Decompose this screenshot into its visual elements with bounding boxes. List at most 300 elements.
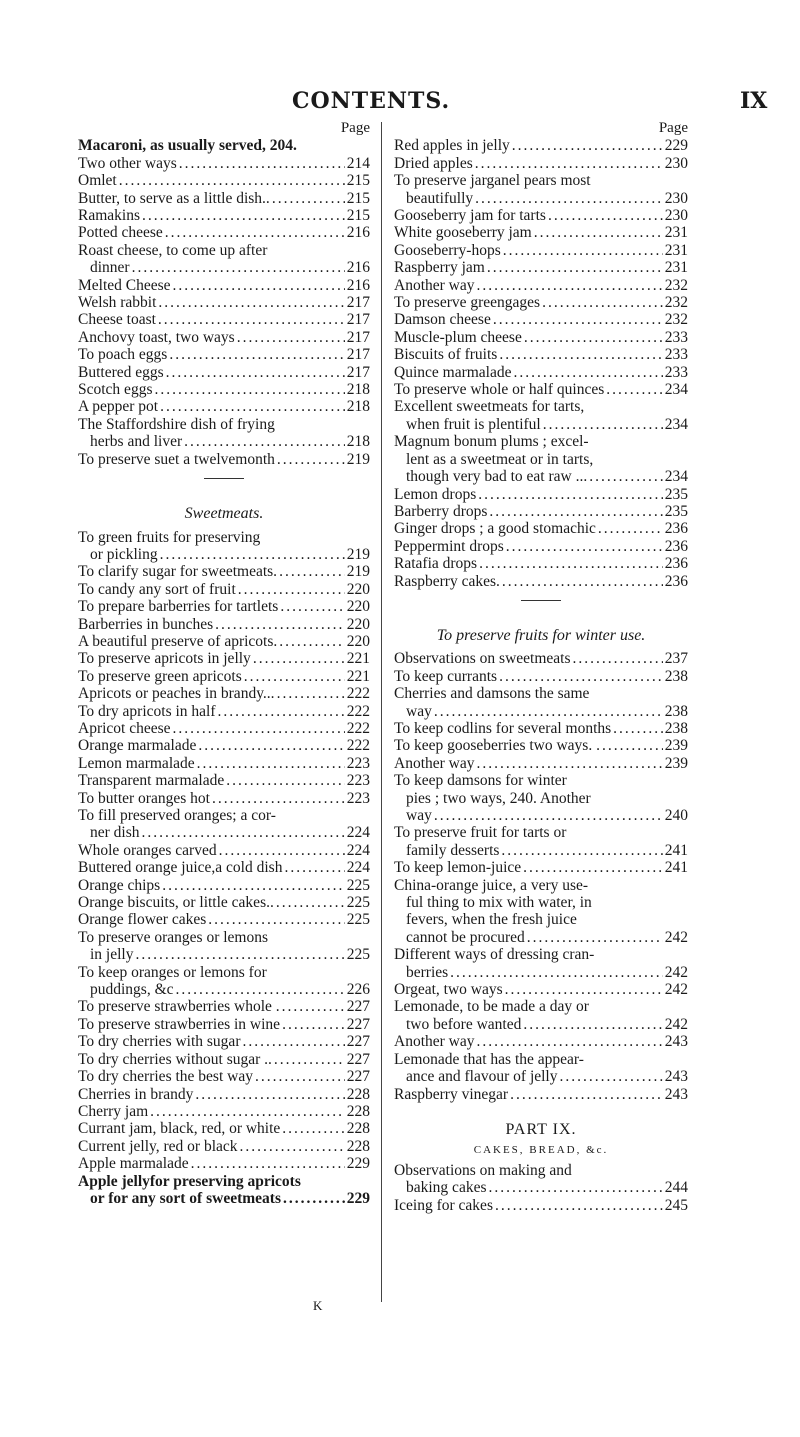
toc-page-number: 219 [346,563,370,581]
toc-entry [394,538,688,555]
toc-page-number: 217 [346,346,370,364]
toc-entry-text: in jelly [90,946,134,964]
toc-entry-line [394,294,688,311]
toc-entry-line [78,311,370,328]
leader-dots [479,555,663,572]
toc-entry [78,1173,370,1208]
toc-page-number: 216 [346,224,370,242]
toc-entry [78,1068,370,1085]
toc-entry-line [78,546,370,563]
toc-page-number: 218 [346,381,370,399]
leader-dots [513,364,662,381]
toc-entry-line [78,842,370,859]
toc-entry-text: or pickling [90,545,158,563]
leader-dots [166,364,345,381]
toc-entry-line [394,520,688,537]
leader-dots [244,668,345,685]
leader-dots [279,633,344,650]
toc-entry-text: To preserve green apricots [78,667,242,685]
toc-entry-line [394,685,688,702]
toc-entry [78,842,370,859]
toc-entry [394,668,688,685]
toc-page-number: 237 [664,650,688,668]
leader-dots [523,859,663,876]
leader-dots [219,842,345,859]
toc-page-number: 239 [664,737,688,755]
toc-entry [78,964,370,999]
toc-entry-text: To keep oranges or lemons for [78,963,267,981]
toc-entry-line [394,329,688,346]
toc-entry-line [394,573,688,590]
toc-entry-text: Damson cheese [394,311,491,329]
toc-entry-line [394,1033,688,1050]
toc-entry [394,381,688,398]
leader-dots [589,468,663,485]
toc-entry-line [394,755,688,772]
toc-entry-text: Biscuits of fruits [394,346,498,364]
toc-entry-text: Roast cheese, to come up after [78,241,268,259]
leader-dots [524,329,663,346]
toc-entry-line [78,581,370,598]
toc-entry-text: Observations on sweetmeats [394,650,571,668]
toc-entry-line [394,416,688,433]
signature-mark: K [313,1298,323,1313]
toc-page-number: 220 [346,615,370,633]
toc-entry-line [78,1103,370,1120]
toc-entry-text: Two other ways [78,154,177,172]
toc-entry-line [78,703,370,720]
toc-page-number: 222 [346,685,370,703]
leader-dots [280,598,344,615]
toc-entry [394,137,688,154]
toc-entry [78,1155,370,1172]
toc-entry-line [78,981,370,998]
toc-entry-line [78,1016,370,1033]
toc-entry-line [78,946,370,963]
toc-entry-text: Ratafia drops [394,555,478,573]
leader-dots [176,981,345,998]
toc-entry-line [78,1155,370,1172]
toc-entry-line [78,1068,370,1085]
toc-entry [394,172,688,207]
toc-entry-line [394,668,688,685]
toc-page-number: 245 [664,1196,688,1214]
toc-entry-text: Red apples in jelly [394,137,510,155]
toc-entry-line [78,1173,370,1190]
toc-entry-line [394,998,688,1015]
toc-entry-line [78,451,370,468]
toc-entry-line [78,294,370,311]
toc-page-number: 229 [346,1155,370,1173]
toc-entry-line [78,998,370,1015]
toc-entry [78,1051,370,1068]
toc-entry-line [78,416,370,433]
toc-entry-text: Dried apples [394,154,473,172]
page-header [0,88,800,116]
entries-list [394,650,688,1103]
toc-entry [78,894,370,911]
toc-entry-line [394,155,688,172]
leader-dots [208,911,345,928]
toc-entry-text: Another way [394,276,475,294]
toc-entry-line [394,981,688,998]
toc-entry-text: To fill preserved oranges; a cor- [78,807,276,825]
leader-dots [218,703,345,720]
toc-entry-line [78,964,370,981]
toc-entry-line [394,929,688,946]
toc-entry-line [394,468,688,485]
toc-page-number: 218 [346,433,370,451]
part-title: PART IX. [505,1120,577,1138]
toc-entry [394,1086,688,1103]
left-column [78,120,370,1207]
toc-entry-line [78,242,370,259]
toc-entry-line [394,433,688,450]
toc-entry-line [394,137,688,154]
toc-entry [394,1162,688,1197]
toc-entry-text: To keep damsons for winter [394,772,567,790]
toc-entry-text: way [406,807,432,825]
toc-page-number: 215 [346,189,370,207]
toc-entry-line [78,859,370,876]
toc-entry-line [394,311,688,328]
toc-entry-text: Magnum bonum plums ; excel- [394,433,589,451]
toc-entry-line [394,703,688,720]
toc-entry [394,520,688,537]
toc-page-number: 229 [664,137,688,155]
toc-entry-text: Butter, to serve as a little dish.. [78,189,270,207]
toc-page-number: 228 [346,1102,370,1120]
part-subtitle: CAKES, BREAD, &c. [473,1144,609,1157]
toc-page-number: 243 [664,1033,688,1051]
toc-page-number: 227 [346,1033,370,1051]
toc-entry-text: Orange marmalade [78,737,197,755]
toc-entry-line [78,633,370,650]
toc-entry-text: ful thing to mix with water, in [406,894,592,912]
section-title: To preserve fruits for winter use. [436,626,646,644]
toc-entry [78,1120,370,1137]
toc-entry-line [394,172,688,189]
toc-entry-line [394,842,688,859]
toc-entry [394,859,688,876]
section-rule [521,600,561,601]
toc-entry-line [78,877,370,894]
toc-entry [78,1033,370,1050]
toc-page-number: 238 [664,702,688,720]
toc-entry [78,381,370,398]
toc-entry-text: Orange biscuits, or little cakes.. [78,894,274,912]
leader-dots [173,277,345,294]
toc-entry [394,946,688,981]
toc-page-number: 221 [346,650,370,668]
leader-dots [477,277,663,294]
toc-page-number: 228 [346,1137,370,1155]
toc-page-number: 244 [664,1179,688,1197]
toc-entry-text: Omlet [78,172,117,190]
toc-entry-line [78,259,370,276]
toc-entry-text: though very bad to eat raw ... [406,468,588,486]
section-title: Sweetmeats. [184,505,264,523]
toc-page-number: 222 [346,737,370,755]
toc-entry-line [394,486,688,503]
toc-page-number: 236 [664,572,688,590]
leader-dots [272,190,345,207]
leader-dots [477,755,663,772]
toc-entry [78,277,370,294]
toc-entry [394,155,688,172]
leader-dots [237,329,345,346]
toc-page-number: 230 [664,207,688,225]
toc-page-number: 217 [346,363,370,381]
toc-page-number: 230 [664,154,688,172]
leader-dots [434,807,663,824]
toc-entry [394,364,688,381]
toc-entry [78,1138,370,1155]
toc-entry-text: Lemonade, to be made a day or [394,998,589,1016]
toc-page-number: 225 [346,911,370,929]
leader-dots [253,650,345,667]
toc-entry [394,1051,688,1086]
toc-entry-text: Another way [394,754,475,772]
toc-entry-text: Anchovy toast, two ways [78,328,235,346]
leader-dots [499,668,663,685]
toc-entry-text: To keep codlins for several months [394,719,612,737]
toc-entry [78,529,370,564]
toc-entry [394,242,688,259]
toc-entry-text: Cherries in brandy [78,1085,194,1103]
toc-entry-text: Lemonade that has the appear- [394,1050,584,1068]
toc-entry-line [78,772,370,789]
toc-page-number: 234 [664,381,688,399]
toc-page-number: 222 [346,702,370,720]
toc-page-number: 232 [664,294,688,312]
leader-dots [160,546,345,563]
leader-dots [434,703,663,720]
toc-entry [78,416,370,451]
toc-entry-text: Current jelly, red or black [78,1137,238,1155]
toc-entry [394,207,688,224]
toc-entry-line [394,894,688,911]
toc-page-number: 232 [664,311,688,329]
leader-dots [282,998,345,1015]
toc-entry-text: To keep lemon-juice [394,859,522,877]
toc-entry [78,190,370,207]
toc-entry-text: baking cakes [406,1179,487,1197]
toc-entry-line [78,807,370,824]
toc-entry-text: To dry cherries without sugar .. [78,1050,272,1068]
toc-entry-text: puddings, &c [90,981,174,999]
toc-entry-line [394,1068,688,1085]
leader-dots [282,1016,345,1033]
toc-entry-line [78,277,370,294]
toc-entry-text: Scotch eggs [78,381,153,399]
toc-entry-line [394,398,688,415]
toc-entry [394,329,688,346]
toc-entry [78,1016,370,1033]
toc-entry-line [394,859,688,876]
toc-entry-text: family desserts [406,841,500,859]
leader-dots [215,616,345,633]
toc-entry-line [78,346,370,363]
leader-dots [606,381,663,398]
toc-entry-text: To dry cherries the best way [78,1068,253,1086]
toc-entry-line [78,398,370,415]
toc-entry-line [78,155,370,172]
toc-entry [78,1103,370,1120]
leader-dots [238,581,345,598]
toc-entry [78,650,370,667]
toc-entry-line [78,737,370,754]
toc-entry [78,224,370,241]
toc-entry [78,616,370,633]
toc-page-number: 232 [664,276,688,294]
toc-entry-text: berries [406,963,449,981]
toc-entry [394,981,688,998]
toc-entry-text: Transparent marmalade [78,772,225,790]
entries-list [78,529,370,1208]
toc-entry-text: To poach eggs [78,346,168,364]
toc-entry [78,790,370,807]
toc-entry-line [394,1197,688,1214]
toc-entry [78,207,370,224]
toc-page-number: 218 [346,398,370,416]
toc-entry-text: pies ; two ways, 240. Another [406,789,591,807]
toc-entry-line [394,1051,688,1068]
toc-entry-text: To butter oranges hot [78,789,210,807]
toc-entry-text: two before wanted [406,1015,522,1033]
toc-entry [78,155,370,172]
toc-entry-line [78,137,370,154]
toc-entry-text: Apple jellyfor preserving apricots [78,1172,301,1190]
leader-dots [523,1016,662,1033]
toc-entry-text: Ramakins [78,207,140,225]
leader-dots [543,416,663,433]
leader-dots [613,720,663,737]
toc-entry [78,563,370,580]
toc-entry-text: Peppermint drops [394,537,504,555]
toc-page-number: 214 [346,154,370,172]
toc-entry-text: To dry cherries with sugar [78,1033,241,1051]
toc-entry-line [394,381,688,398]
toc-page-number: 216 [346,259,370,277]
leader-dots [195,1086,344,1103]
toc-entry [78,242,370,277]
toc-entry-text: dinner [90,259,130,277]
leader-dots [226,772,345,789]
toc-entry-line [78,1190,370,1207]
toc-entry [78,398,370,415]
toc-entry-line [394,824,688,841]
page-number: IX [740,88,768,114]
toc-entry-text: Lemon drops [394,485,477,503]
toc-entry-text: To candy any sort of fruit [78,580,236,598]
toc-entry-line [394,720,688,737]
toc-entry [78,807,370,842]
toc-entry-text: To keep currants [394,667,498,685]
toc-entry [78,137,370,154]
toc-entry-text: White gooseberry jam [394,224,532,242]
toc-entry-text: The Staffordshire dish of frying [78,415,275,433]
toc-page-number: 236 [664,520,688,538]
toc-entry-line [78,207,370,224]
leader-dots [510,1086,663,1103]
leader-dots [179,155,345,172]
toc-entry-line [394,946,688,963]
toc-page-number: 231 [664,224,688,242]
toc-entry-text: To clarify sugar for sweetmeats. [78,563,278,581]
toc-entry-text: Orange chips [78,876,161,894]
toc-entry-line [78,790,370,807]
toc-entry-line [78,190,370,207]
toc-page-number: 242 [664,981,688,999]
toc-entry-text: A pepper pot [78,398,159,416]
leader-dots [277,685,345,702]
toc-entry-line [394,1162,688,1179]
leader-dots [142,207,345,224]
leader-dots [506,538,663,555]
toc-entry-line [394,538,688,555]
leader-dots [560,1068,663,1085]
toc-entry-text: Potted cheese [78,224,163,242]
toc-entry [394,433,688,485]
toc-entry-line [394,807,688,824]
page-column-label: Page [340,120,370,136]
toc-entry [78,685,370,702]
toc-entry-text: lent as a sweetmeat or in tarts, [406,450,594,468]
toc-page-number: 227 [346,998,370,1016]
toc-entry [78,1086,370,1103]
toc-page-number: 223 [346,754,370,772]
toc-entry-line [78,598,370,615]
leader-dots [527,929,663,946]
toc-entry-text: cannot be procured [406,928,525,946]
toc-page-number: 226 [346,981,370,999]
toc-entry-text: To green fruits for preserving [78,528,261,546]
leader-dots [212,790,345,807]
leader-dots [150,1103,345,1120]
toc-entry-line [394,1086,688,1103]
toc-entry [78,859,370,876]
toc-entry-text: China-orange juice, a very use- [394,876,589,894]
leader-dots [132,259,345,276]
toc-entry-text: Melted Cheese [78,276,171,294]
leader-dots [240,1138,345,1155]
toc-entry-text: Orgeat, two ways [394,981,503,999]
toc-entry-text: Lemon marmalade [78,754,195,772]
toc-entry [394,277,688,294]
toc-entry [78,364,370,381]
toc-entry-text: Gooseberry-hops [394,241,501,259]
toc-entry-text: way [406,702,432,720]
leader-dots [162,877,345,894]
toc-entry-text: or for any sort of sweetmeats [90,1189,281,1207]
leader-dots [198,737,344,754]
toc-page-number: 241 [664,859,688,877]
leader-dots [191,1155,345,1172]
toc-page-number: 230 [664,189,688,207]
toc-page-number: 217 [346,328,370,346]
toc-page-number: 238 [664,719,688,737]
leader-dots [279,563,345,580]
toc-entry-line [78,755,370,772]
toc-entry [394,650,688,667]
toc-entry-text: To dry apricots in half [78,702,216,720]
toc-entry-line [394,737,688,754]
toc-entry-text: Apricots or peaches in brandy... [78,685,275,703]
toc-page-number: 220 [346,632,370,650]
leader-dots [534,224,663,241]
toc-entry-line [78,894,370,911]
